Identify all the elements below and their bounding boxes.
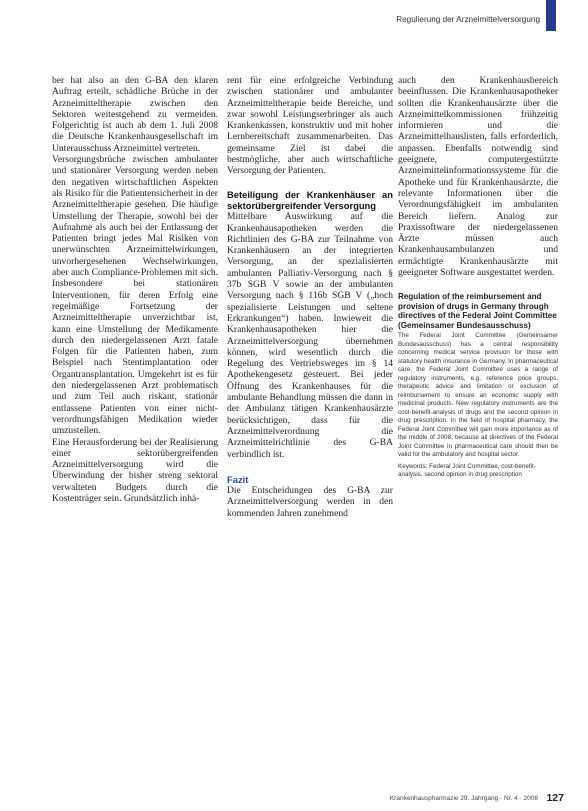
- paragraph: Mittelbare Auswirkung auf die Krankenhausapotheken werden die Richtlinien des G-BA zur Teilnahme von Krankenhäusern an der integrierten Versorgung, an der spezialisierten ambulanten Palliativ-Versorgung nach § 37b SGB V sowie an der ambulanten Versorgung nach § 116b SGB V („hoch spezialisierte Leistungen und seltene Erkrankungen“) haben. Inwieweit die Krankenhausapotheken hier die Arzneimittelversorgung übernehmen können, wird wesentlich durch die Regelung des Vertriebsweges im § 14 Apothekengesetz gesteuert. Bei jeder Öffnung des Krankenhauses für die ambulante Behandlung müssen die dann in der Ambulanz tätigen Krankenhausärzte berücksichtigen, dass für die Arzneimittelverordnung die Arzneimittelrichtlinie des G-BA verbindlich ist.: [227, 211, 393, 460]
- section-heading-fazit: Fazit: [227, 473, 249, 485]
- running-header-title: Regulierung der Arzneimittelversorgung: [396, 15, 540, 24]
- journal-citation: Krankenhauspharmazie 29. Jahrgang · Nr. 4 · 2008: [389, 795, 538, 802]
- paragraph: ber hat also an den G-BA den klaren Auftrag erteilt, schädliche Brüche in der Arzneimitteltherapie zwischen den Sektoren weitestgehend zu vermeiden. Folgerichtig ist auch ab dem 1. Juli 2008 die Deutsche Krankenhausgesellschaft im Unterausschuss Arzneimittel vertreten.: [52, 75, 218, 154]
- page-number: 127: [546, 792, 564, 804]
- paragraph: Die Entscheidungen des G-BA zur Arzneimittelversorgung werden in den kommenden Jahren zunehmend: [227, 485, 393, 519]
- section-heading: Beteiligung der Krankenhäuser an sektorübergreifender Versorgung: [227, 188, 393, 211]
- text-column-1: [52, 75, 218, 504]
- abstract-keywords: Keywords: Federal Joint Committee, cost-benefit-analysis, second opinion in drug prescription: [398, 462, 536, 479]
- text-column-2: [227, 75, 393, 519]
- english-abstract: [398, 292, 558, 480]
- paragraph: Eine Herausforderung bei der Realisierung einer sektorübergreifenden Arzneimittelversorgung wird die Überwindung der bisher streng sektoral verwalteten Budgets durch die Kostenträger sein. Grundsätzlich inhä-: [52, 436, 218, 504]
- running-header: [300, 9, 588, 29]
- paragraph: auch den Krankenhausbereich beeinflussen. Die Krankenhausapotheker sollten die Krankenhausärzte über die Arzneimittelkommissionen frühzeitig informieren und die Arzneimittelhauslisten, falls erforderlich, anpassen. Ebenfalls notwendig sind geeignete, computergestützte Arzneimittelinformationssysteme für die Apotheke und für Krankenhausärzte, die relevante Informationen über die Verordnungsfähigkeit im ambulanten Bereich liefern. Analog zur Praxissoftware der niedergelassenen Ärzte müssen auch Krankenhausambulanzen und ermächtigte Krankenhausärzte mit geeigneter Software ausgestattet werden.: [398, 75, 558, 279]
- paragraph: rent für eine erfolgreiche Verbindung zwischen stationärer und ambulanter Arzneimitteltherapie beide Bereiche, und zwar sowohl Leistungserbringer als auch Krankenkassen, konstruktiv und mit hoher Lernbereitschaft zusammenarbeiten. Das gemeinsame Ziel ist dabei die bestmögliche, aber auch wirtschaftliche Versorgung der Patienten.: [227, 75, 393, 177]
- abstract-body: The Federal Joint Committee (Gemeinsamer Bundesausschuss) has a central responsibility concerning medical service provision for those with statutory health insurance in Germany. In pharmaceutical care, the Federal Joint Committee uses a range of regulatory instruments, e.g. reference price groups, therapeutic advice and limitation or exclusion of reimbursement to ensure an economic supply with medicinal products. New regulatory instruments are the cost-benefit-analysis of drugs and the second opinion in drug prescription. In the field of hospital pharmacy, the Federal Joint Committee will gain more importance as of the middle of 2008, because all directives of the Federal Joint Committee in pharmaceutical care should then be valid for the ambulatory and hospital sector.: [398, 332, 558, 459]
- section-color-tab: [546, 0, 556, 31]
- abstract-title: Regulation of the reimbursement and provision of drugs in Germany through directives of the Federal Joint Committee (Gemeinsamer Bundesausschuss): [398, 292, 557, 330]
- paragraph: Versorgungsbrüche zwischen ambulanter und stationärer Versorgung werden neben den negativen wirtschaftlichen Aspekten als Risiko für die Patientensicherheit in der Arzneimitteltherapie gesehen. Die häufige Umstellung der Therapie, sowohl bei der Aufnahme als auch bei der Entlassung der Patienten bringt jedes Mal Risiken von unerwünschten Arzneimittelwirkungen, unvorhergesehenen Wechselwirkungen, aber auch Compliance-Problemen mit sich. Insbesondere bei stationären Interventionen, für deren Erfolg eine regelmäßige Fortsetzung der Arzneimitteltherapie unverzichtbar ist, kann eine Umstellung der Medikamente durch den niedergelassenen Arzt fatale Folgen für die Patienten haben, zum Beispiel nach Stentimplantation oder Organtransplantation. Umgekehrt ist es für den niedergelassenen Arzt problematisch und zum Teil auch riskant, stationär entlassene Patienten von einer nicht-verordnungsfähigen Medikation wieder umzustellen.: [52, 154, 218, 437]
- page-footer: [300, 792, 588, 808]
- text-column-3: [398, 75, 558, 480]
